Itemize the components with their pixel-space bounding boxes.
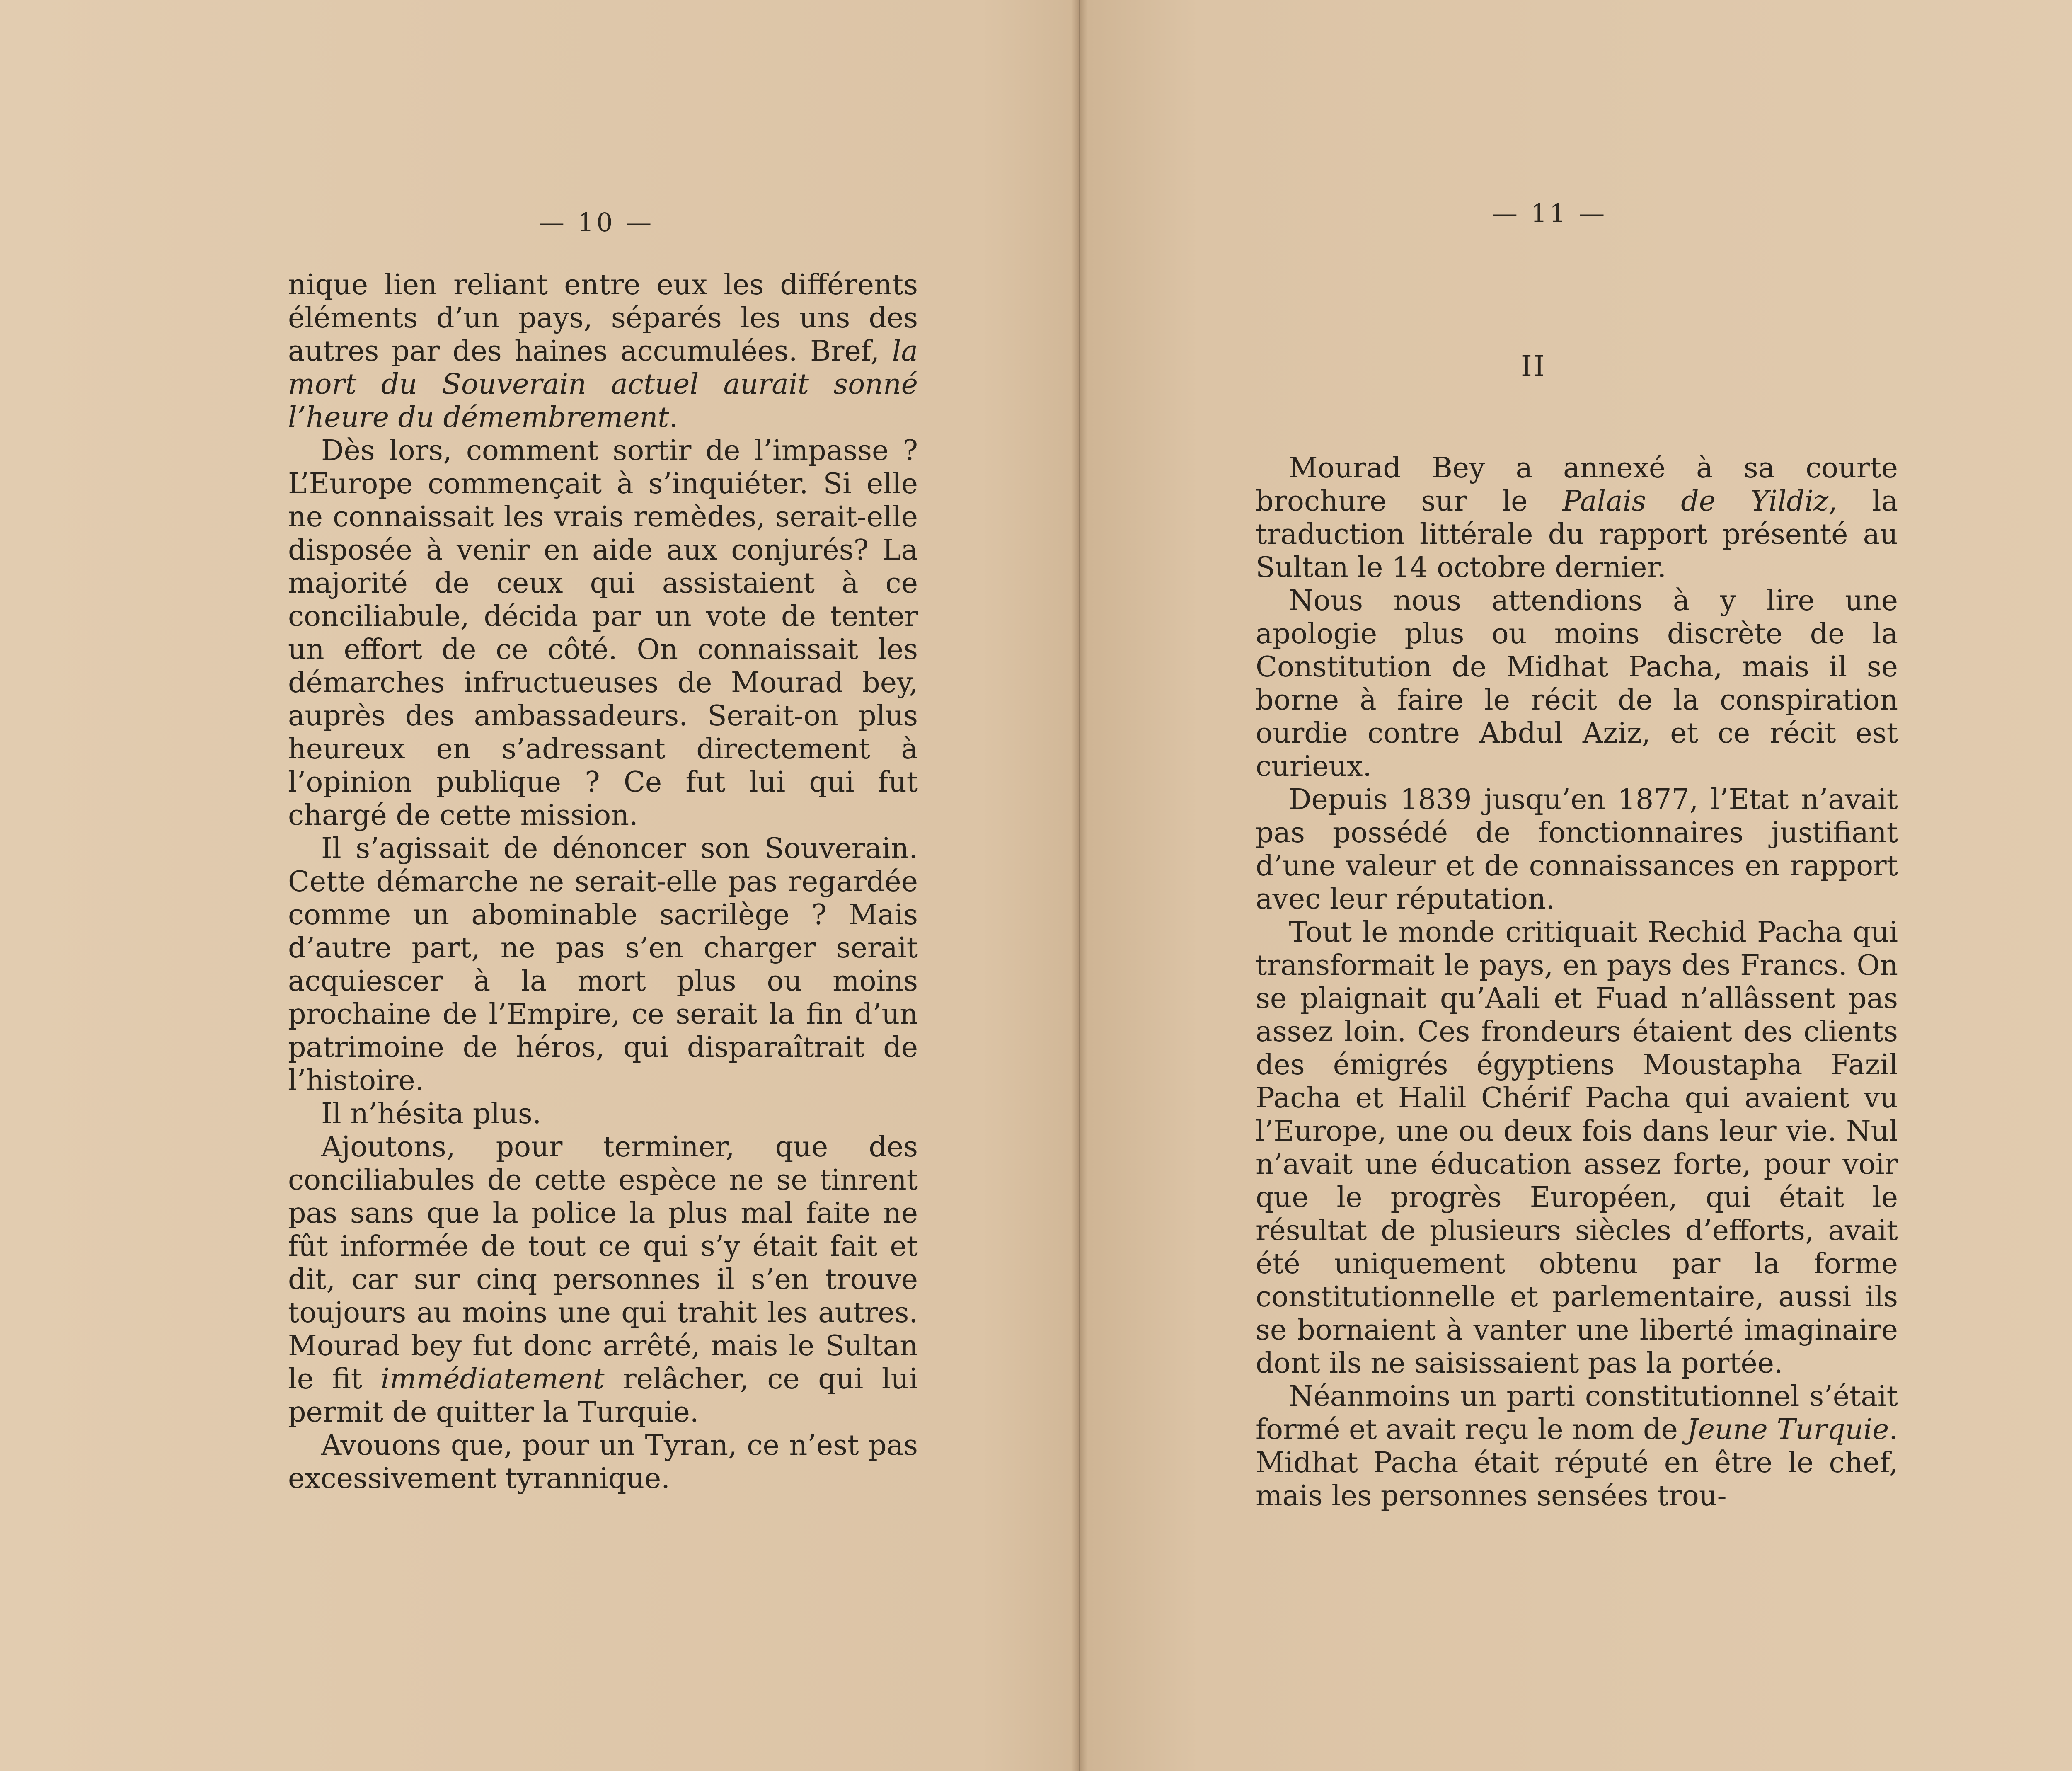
text-run: nique lien reliant entre eux les différents éléments d’un pays, séparés les uns des autres par des haines accumulées. Bref, (288, 269, 918, 368)
text-run: , la traduction littérale du rapport présenté au Sultan le 14 octobre dernier. (1256, 485, 1898, 584)
text-run: Mourad Bey a annexé à sa courte brochure sur le (1256, 452, 1898, 518)
paragraph (288, 269, 918, 434)
paragraph: Il n’hésita plus. (321, 1097, 542, 1130)
body-text (288, 269, 918, 1495)
paragraph: Il s’agissait de dénoncer son Souverain. Cette démarche ne serait-elle pas regardée comme un abominable sacrilège ? Mais d’autre part, ne pas s’en charger serait acquiescer à la mort plus ou moins prochaine de l’Empire, ce serait la fin d’un patrimoine de héros, qui disparaîtrait de l’histoire. (288, 832, 918, 1097)
italic-run: Palais de Yildiz (1562, 485, 1829, 518)
right-page (1086, 0, 2072, 1771)
text-run: . (669, 401, 678, 434)
paragraph (1256, 1380, 1898, 1513)
italic-run: la mort du Souverain actuel aurait sonné l’heure du démembrement (288, 335, 918, 434)
paragraph: Tout le monde critiquait Rechid Pacha qui transformait le pays, en pays des Francs. On se plaignait qu’Aali et Fuad n’allâssent pas assez loin. Ces frondeurs étaient des clients des émigrés égyptiens Moustapha Fazil Pacha et Halil Chérif Pacha qui avaient vu l’Europe, une ou deux fois dans leur vie. Nul n’avait une éducation assez forte, pour voir que le progrès Européen, qui était le résultat de plusieurs siècles d’efforts, avait été uniquement obtenu par la forme constitutionnelle et parlementaire, aussi ils se bornaient à vanter une liberté imaginaire dont ils ne saisissaient pas la portée. (1256, 916, 1898, 1380)
italic-run: Jeune Turquie (1687, 1413, 1889, 1446)
text-run: . Midhat Pacha était réputé en être le chef, mais les personnes sensées trou- (1256, 1413, 1898, 1512)
paragraph: Nous nous attendions à y lire une apologie plus ou moins discrète de la Constitution de Midhat Pacha, mais il se borne à faire le récit de la conspiration ourdie contre Abdul Aziz, et ce récit est curieux. (1256, 584, 1898, 783)
section-heading: II (1521, 350, 1547, 383)
paragraph: Dès lors, comment sortir de l’impasse ? L’Europe commençait à s’inquiéter. Si elle ne connaissait les vrais remèdes, serait-elle disposée à venir en aide aux conjurés? La majorité de ceux qui assistaient à ce conciliabule, décida par un vote de tenter un effort de ce côté. On connaissait les démarches infructueuses de Mourad bey, auprès des ambassadeurs. Serait-on plus heureux en s’adressant directement à l’opinion publique ? Ce fut lui qui fut chargé de cette mission. (288, 434, 918, 832)
text-run: Néanmoins un parti constitutionnel s’était formé et avait reçu le nom de (1256, 1380, 1898, 1446)
italic-run: immédiatement (380, 1363, 605, 1395)
paragraph (1256, 452, 1898, 584)
paragraph (288, 1131, 918, 1429)
page-number: — 11 — (1492, 198, 1607, 228)
page-number: — 10 — (539, 207, 654, 237)
paragraph: Avouons que, pour un Tyran, ce n’est pas excessivement tyrannique. (288, 1429, 918, 1495)
text-run: Ajoutons, pour terminer, que des conciliabules de cette espèce ne se tinrent pas sans que la police la plus mal faite ne fût informée de tout ce qui s’y était fait et dit, car sur cinq personnes il s’en trouve toujours au moins une qui trahit les autres. Mourad bey fut donc arrêté, mais le Sultan le fit (288, 1131, 918, 1395)
paragraph: Depuis 1839 jusqu’en 1877, l’Etat n’avait pas possédé de fonctionnaires justifiant d’une valeur et de connaissances en rapport avec leur réputation. (1256, 783, 1898, 916)
body-text (1256, 452, 1898, 1513)
text-run: relâcher, ce qui lui permit de quitter la Turquie. (288, 1363, 918, 1429)
